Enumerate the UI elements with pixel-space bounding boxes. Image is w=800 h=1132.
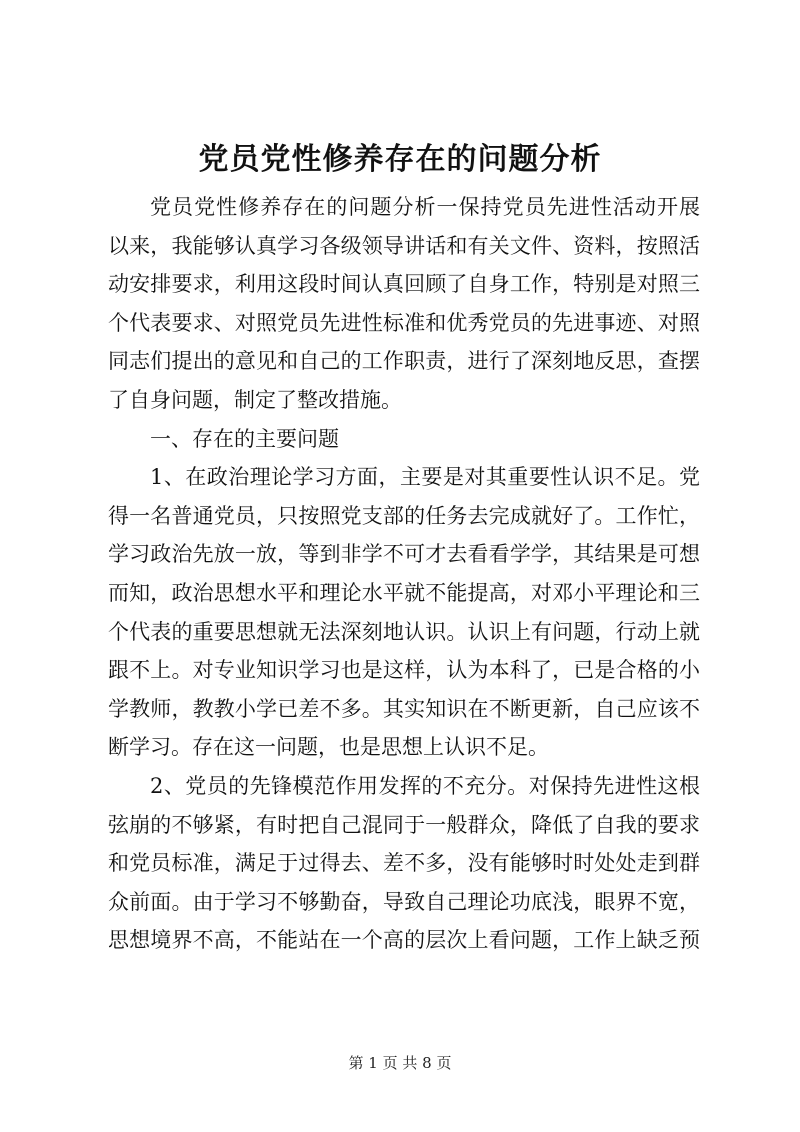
text-line: 1、在政治理论学习方面，主要是对其重要性认识不足。党: [150, 465, 700, 490]
text-line: 同志们提出的意见和自己的工作职责，进行了深刻地反思，查摆: [108, 349, 700, 374]
text-line: 断学习。存在这一问题，也是思想上认识不足。: [108, 735, 549, 760]
text-line: 以来，我能够认真学习各级领导讲话和有关文件、资料，按照活: [108, 233, 700, 258]
text-line: 学习政治先放一放，等到非学不可才去看看学学，其结果是可想: [108, 542, 700, 567]
text-line: 跟不上。对专业知识学习也是这样，认为本科了，已是合格的小: [108, 658, 700, 683]
text-line: 而知，政治思想水平和理论水平就不能提高，对邓小平理论和三: [108, 580, 700, 605]
text-line: 了自身问题，制定了整改措施。: [108, 387, 402, 412]
text-line: 2、党员的先锋模范作用发挥的不充分。对保持先进性这根: [150, 773, 700, 798]
section-heading: 一、存在的主要问题: [150, 426, 339, 451]
text-line: 思想境界不高，不能站在一个高的层次上看问题，工作上缺乏预: [108, 928, 700, 953]
text-line: 和党员标准，满足于过得去、差不多，没有能够时时处处走到群: [108, 851, 700, 876]
text-line: 党员党性修养存在的问题分析一保持党员先进性活动开展: [150, 195, 700, 219]
text-line: 学教师，教教小学已差不多。其实知识在不断更新，自己应该不: [108, 696, 700, 721]
page-number-footer: 第 1 页 共 8 页: [348, 1054, 452, 1072]
page-title: 党员党性修养存在的问题分析: [198, 142, 602, 177]
text-line: 动安排要求，利用这段时间认真回顾了自身工作，特别是对照三: [108, 272, 700, 297]
document-body: [108, 188, 700, 960]
text-line: 弦崩的不够紧，有时把自己混同于一般群众，降低了自我的要求: [108, 812, 700, 837]
text-line: 众前面。由于学习不够勤奋，导致自己理论功底浅，眼界不宽，: [108, 889, 700, 914]
text-line: 个代表的重要思想就无法深刻地认识。认识上有问题，行动上就: [108, 619, 700, 644]
text-line: 个代表要求、对照党员先进性标准和优秀党员的先进事迹、对照: [108, 310, 700, 335]
text-line: 得一名普通党员，只按照党支部的任务去完成就好了。工作忙，: [108, 503, 700, 528]
